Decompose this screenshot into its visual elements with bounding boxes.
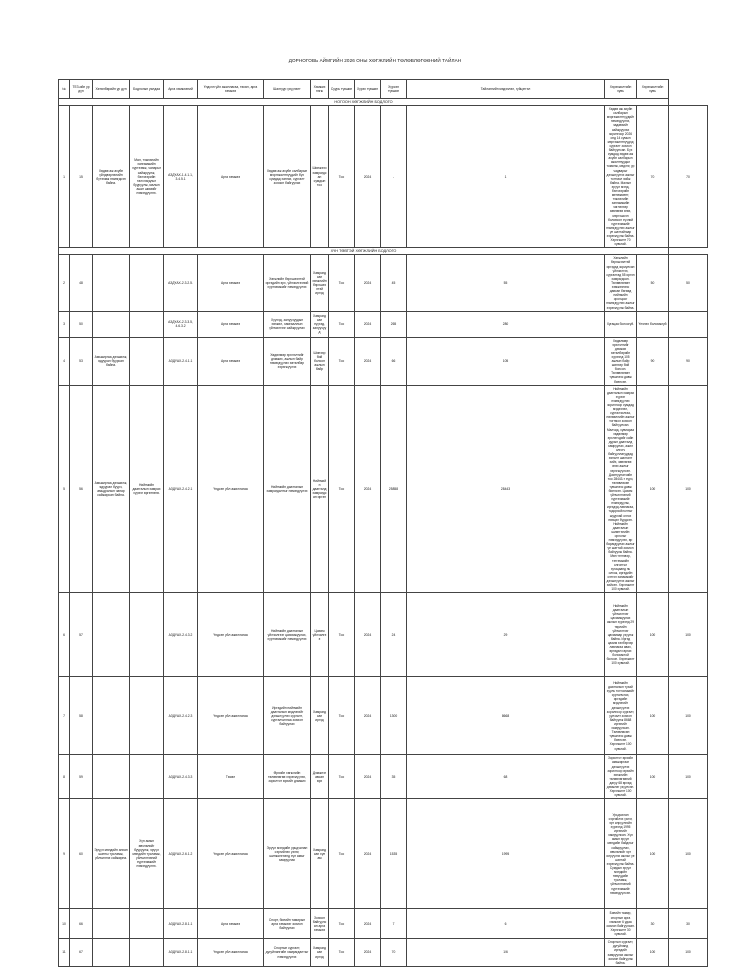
cell-actual: 1995 bbox=[407, 799, 605, 909]
cell-unit: Тоо bbox=[329, 311, 355, 337]
cell-program-result bbox=[130, 337, 164, 385]
cell-base: 2024 bbox=[355, 311, 381, 337]
cell-percent-2: 100 bbox=[669, 593, 708, 677]
cell-percent: 30 bbox=[637, 909, 669, 939]
cell-report: Урьдчилан сэргийлэх үзлэг, эрт илрүүлгийн хүрээнд 1995 иргэнийг хамруулсан. Хүн амын эрүүл мэндийн байдлыг сайжруулах, өвчлөлийг эрт илрүүлэх ажлыг үе шаттай хэрэгжүүлж байна. Сумдын эрүүл мэндийн төвүүдийн тусламж, үйлчилгээний хүртээмжийг нэмэгдүүлсэн. bbox=[605, 799, 637, 909]
cell-type: Арга хэмжээ bbox=[198, 337, 264, 385]
cell-tez: 67 bbox=[70, 939, 93, 967]
cell-policy: АЗДҮАХ-2.6.1.2 bbox=[164, 799, 198, 909]
cell-base: 2024 bbox=[355, 755, 381, 799]
cell-program-result bbox=[130, 677, 164, 755]
cell-percent: 100 bbox=[637, 677, 669, 755]
cell-percent: 100 bbox=[637, 593, 669, 677]
cell-base: 2024 bbox=[355, 799, 381, 909]
header-cell: Хүрэх түвшин bbox=[355, 80, 381, 99]
cell-base: 2024 bbox=[355, 909, 381, 939]
cell-program-result bbox=[130, 311, 164, 337]
cell-program-result: Хүн амын өвчлөлийг бууруулж, эрүүл мэндийн тусламж, үйлчилгээний хүртээмжийг нэмэгдүүлнэ. bbox=[130, 799, 164, 909]
cell-percent: 50 bbox=[637, 255, 669, 311]
cell-percent-2: 70 bbox=[669, 106, 708, 248]
cell-actual: 105 bbox=[407, 337, 605, 385]
cell-tez-result bbox=[93, 677, 130, 755]
cell-tez: 58 bbox=[70, 677, 93, 755]
cell-tez: 56 bbox=[70, 385, 93, 593]
cell-report: Хөдөлмөр эрхлэлтийг дэмжих хөтөлбөрийн хүрээнд 105 ажлын байр шинээр бий болсон. Төлөвлөгөөт түвшнээс давж биелсэн. bbox=[605, 337, 637, 385]
table-row bbox=[59, 799, 708, 909]
cell-type: Үндсэн үйл ажиллагаа bbox=[198, 677, 264, 755]
cell-unit: Тоо bbox=[329, 385, 355, 593]
cell-percent: 70 bbox=[637, 106, 669, 248]
cell-unit: Тоо bbox=[329, 799, 355, 909]
report-table bbox=[58, 79, 708, 967]
cell-type: Үндсэн үйл ажиллагаа bbox=[198, 939, 264, 967]
cell-type: Үндсэн үйл ажиллагаа bbox=[198, 799, 264, 909]
header-cell: № bbox=[59, 80, 70, 99]
cell-actual: 1 bbox=[407, 106, 605, 248]
cell-no: 9 bbox=[59, 799, 70, 909]
cell-activity: Хүүхэд, залуучуудын хөгжил, хамгааллын үйлчилгээг сайжруулах bbox=[264, 311, 311, 337]
header-cell: Суурь түвшин bbox=[329, 80, 355, 99]
header-cell: Хэрэгжилтийн хувь bbox=[637, 80, 669, 99]
table-row bbox=[59, 755, 708, 799]
cell-actual: 8668 bbox=[407, 677, 605, 755]
cell-base: 2024 bbox=[355, 385, 381, 593]
cell-tez: 15 bbox=[70, 106, 93, 248]
cell-actual: 68 bbox=[407, 755, 605, 799]
cell-indicator: Хамрагдсан хүүхэд, залуучууд bbox=[311, 311, 329, 337]
cell-tez: 66 bbox=[70, 909, 93, 939]
cell-unit: Тоо bbox=[329, 755, 355, 799]
cell-actual: 29 bbox=[407, 593, 605, 677]
cell-tez: 60 bbox=[70, 799, 93, 909]
cell-tez-result: Эрүүл мэндийн анхан шатны тусламж, үйлчилгээ сайжирна. bbox=[93, 799, 130, 909]
section-heading: НОГООН ХӨГЖЛИЙН БОДЛОГО bbox=[59, 99, 669, 106]
table-row bbox=[59, 939, 708, 967]
cell-policy: АЗДҮАХ-2.4.3.2 bbox=[164, 593, 198, 677]
cell-type: Төсөл bbox=[198, 755, 264, 799]
cell-tez: 48 bbox=[70, 255, 93, 311]
header-cell: Үндсэн үйл ажиллагаа, төсөл, арга хэмжээ bbox=[198, 80, 264, 99]
cell-base: 2024 bbox=[355, 677, 381, 755]
cell-target: 1535 bbox=[381, 799, 407, 909]
cell-policy: АЗДҮАХ-2.4.3.3 bbox=[164, 755, 198, 799]
table-row bbox=[59, 677, 708, 755]
cell-no: 4 bbox=[59, 337, 70, 385]
cell-no: 10 bbox=[59, 909, 70, 939]
cell-base: 2024 bbox=[355, 939, 381, 967]
header-cell: Хэрэгжилтийн хувь bbox=[605, 80, 637, 99]
cell-percent-2: 50 bbox=[669, 255, 708, 311]
cell-base: 2024 bbox=[355, 106, 381, 248]
cell-report: Хөгжлийн бэрхшээлтэй иргэдэд зориулсан үйлчилгээ, сургалтад 55 иргэн хамрагдсан. Төлөвлөгөөт хэмжээнээс давсан бөгөөд нийгмийн оролцоог нэмэгдүүлэх ажлыг хэрэгжүүлж байна. bbox=[606, 256, 635, 310]
cell-target: 66 bbox=[381, 337, 407, 385]
cell-tez: 59 bbox=[70, 755, 93, 799]
cell-policy: АЗДҮАХ-2.3.2.5. bbox=[164, 255, 198, 311]
table-row bbox=[59, 337, 708, 385]
cell-target: 24 bbox=[381, 593, 407, 677]
cell-program-result bbox=[130, 593, 164, 677]
cell-no: 1 bbox=[59, 106, 70, 248]
cell-activity: Нийгмийн даатгалын хамрагдалтыг нэмэгдүүлэх bbox=[264, 385, 311, 593]
cell-type: Арга хэмжээ bbox=[198, 106, 264, 248]
cell-actual: 6 bbox=[407, 909, 605, 939]
cell-tez-result: Хөдөө аж ахуйн үйлдвэрлэлийн бүтээмж нэмэгдсэн байна. bbox=[93, 106, 130, 248]
table-row bbox=[59, 106, 708, 248]
table-row bbox=[59, 255, 708, 311]
cell-no: 6 bbox=[59, 593, 70, 677]
cell-tez: 57 bbox=[70, 593, 93, 677]
cell-activity: Нийгмийн даатгалын үйлчилгээг цахимжуулах, хүртээмжийг нэмэгдүүлэх bbox=[264, 593, 311, 677]
cell-policy: АЗДҮАХ-2.8.1.1 bbox=[164, 909, 198, 939]
cell-no: 11 bbox=[59, 939, 70, 967]
cell-tez-result: Амьжиргаа дээшилж, ядуурал буурч, амьдралын чанар сайжирсан байна. bbox=[93, 385, 130, 593]
cell-base: 2024 bbox=[355, 593, 381, 677]
cell-percent-2: 100 bbox=[669, 677, 708, 755]
table-row bbox=[59, 385, 708, 593]
cell-actual: 28443 bbox=[407, 385, 605, 593]
cell-base: 2024 bbox=[355, 255, 381, 311]
cell-activity: Хөдөө аж ахуйн салбарын мэргэжилтнүүдийг бүх сумдад хангах, сургалт зохион байгуулах bbox=[264, 106, 311, 248]
cell-base: 2024 bbox=[355, 337, 381, 385]
cell-actual: 55 bbox=[407, 255, 605, 311]
cell-unit: Тоо bbox=[329, 939, 355, 967]
header-cell: Бодлогын уялдаа bbox=[130, 80, 164, 99]
cell-target: 265 bbox=[381, 311, 407, 337]
cell-report: Хугацаа болоогүй. bbox=[605, 311, 637, 337]
cell-activity: Спортын сургалт, дугуйлангийн хамрагдалтыг нэмэгдүүлэх bbox=[264, 939, 311, 967]
cell-percent-2: 100 bbox=[669, 385, 708, 593]
cell-report: Зорилтот өрхийн амьжиргааг дээшлүүлэх зорилгоор өрхийн хөгжлийн төлөвлөгөөний дагуу 68 өрхөд дэмжлэг үзүүлсэн. Хэрэгжилт 100 хувьтай. bbox=[605, 755, 637, 799]
cell-target: - bbox=[381, 106, 407, 248]
cell-percent-2: 30 bbox=[669, 909, 708, 939]
header-cell: Хэмжих нэгж bbox=[311, 80, 329, 99]
cell-unit: Тоо bbox=[329, 337, 355, 385]
header-cell: Тайлангийн мэдээлэл, гүйцэтгэл bbox=[407, 80, 605, 99]
cell-percent-2: 100 bbox=[669, 939, 708, 967]
cell-tez-result bbox=[93, 593, 130, 677]
header-cell: Шалгуур үзүүлэлт bbox=[264, 80, 311, 99]
cell-program-result bbox=[130, 755, 164, 799]
cell-tez-result: Амьжиргаа дээшилж, ядуурал буурсан байна. bbox=[93, 337, 130, 385]
cell-percent: 90 bbox=[637, 337, 669, 385]
cell-percent-2: 100 bbox=[669, 799, 708, 909]
cell-program-result bbox=[130, 939, 164, 967]
cell-indicator: Зохион байгуулсан арга хэмжээ bbox=[311, 909, 329, 939]
cell-unit: Тоо bbox=[329, 106, 355, 248]
cell-activity: Эрүүл мэндийн урьдчилан сэргийлэх үзлэг, шинжилгээнд хүн амыг хамруулах bbox=[264, 799, 311, 909]
cell-report: Нийгмийн даатгалын хамрах хүрээг нэмэгдүүлэх зорилгоор сумдад мэдээлэл, сурталчилгаа, нөлөөллийн ажлыг тогтмол зохион байгуулсан. Малчид, хувиараа хөдөлмөр эрхлэгчдийг сайн дурын даатгалд хамруулах, ажил олгогч байгууллагуудад хяналт шалгалт хийх, зөвлөгөө өгөх ажлыг хэрэгжүүлсэн. Даатгуулагчийн тоо 28443-т хүрч, төлөвлөсөн түвшнээс давж биелсэн. Цахим үйлчилгээний хүртээмжийг нэмэгдүүлж, иргэдэд лавлагаа, тодорхойлолтыг шуурхай олгох нөхцөл бүрдсэн. Нийгмийн даатгалын шимтгэлийн орлогыг нэмэгдүүлэх, өр барагдуулах ажлыг үе шаттай зохион байгуулж байна. Мөн тэтгэвэр, тэтгэмжийн олголтыг хугацаанд нь олгож, иргэдийн сэтгэл ханамжийг дээшлүүлэх ажлыг хийсэн. Хэрэгжилт 100 хувьтай. bbox=[606, 386, 635, 592]
table-row bbox=[59, 593, 708, 677]
cell-indicator: Хамрагдсан иргэд bbox=[311, 677, 329, 755]
cell-report: Биеийн тамир, спортын арга хэмжээг 6 удаа зохион байгуулсан. Хэрэгжилт 30 хувьтай. bbox=[605, 909, 637, 939]
cell-indicator: Хамрагдсан иргэд bbox=[311, 939, 329, 967]
cell-policy: АЗДҮАХ-2.4.2.3 bbox=[164, 677, 198, 755]
cell-percent-2: 100 bbox=[669, 755, 708, 799]
header-cell: Арга хэмжээний bbox=[164, 80, 198, 99]
header-cell: ТЕЗ-ийн ур дүн bbox=[70, 80, 93, 99]
cell-unit: Тоо bbox=[329, 593, 355, 677]
section-heading: ХҮН ТӨВТЭЙ ХӨГЖЛИЙН БОДЛОГО bbox=[59, 248, 669, 255]
cell-percent: 100 bbox=[637, 799, 669, 909]
cell-actual: 280 bbox=[407, 311, 605, 337]
header-cell: Хүрсэн түвшин bbox=[381, 80, 407, 99]
cell-target: 70 bbox=[381, 939, 407, 967]
cell-percent-2 bbox=[669, 311, 708, 337]
cell-policy: АЗДҮАХ-2.3.3.5, 4.6.3.2 bbox=[164, 311, 198, 337]
cell-tez-result bbox=[93, 311, 130, 337]
cell-tez: 53 bbox=[70, 337, 93, 385]
cell-unit: Тоо bbox=[329, 677, 355, 755]
cell-report: Спортын сургалт, дугуйланд иргэдийг хамруулах ажлыг зохион байгуулж байна. bbox=[605, 939, 637, 967]
cell-program-result bbox=[130, 909, 164, 939]
cell-activity: Өрхийн хөгжлийн төлөвлөгөө хэрэгжүүлэх, зорилтот өрхийг дэмжих bbox=[264, 755, 311, 799]
cell-percent-2: 90 bbox=[669, 337, 708, 385]
cell-policy: АЗДҮАХ-1.4.1.1, 3.4.5.1 bbox=[164, 106, 198, 248]
cell-target: 45 bbox=[381, 255, 407, 311]
table-row bbox=[59, 311, 708, 337]
cell-activity: Хөгжлийн бэрхшээлтэй иргэдийн эрх, үйлчилгээний хүртээмжийг нэмэгдүүлэх bbox=[264, 255, 311, 311]
cell-tez: 50 bbox=[70, 311, 93, 337]
cell-program-result: Нийгмийн даатгалын хамрах хүрээг өргөтгөнө. bbox=[130, 385, 164, 593]
cell-type: Арга хэмжээ bbox=[198, 255, 264, 311]
cell-activity: Хөдөлмөр эрхлэлтийг дэмжих, ажлын байр нэмэгдүүлэх хөтөлбөр хэрэгжүүлэх bbox=[264, 337, 311, 385]
cell-target: 7 bbox=[381, 909, 407, 939]
cell-no: 2 bbox=[59, 255, 70, 311]
header-cell: Хөтөлбөрийн ур дүн bbox=[93, 80, 130, 99]
cell-no: 8 bbox=[59, 755, 70, 799]
header-row bbox=[59, 80, 708, 99]
cell-type: Үндсэн үйл ажиллагаа bbox=[198, 385, 264, 593]
cell-unit: Тоо bbox=[329, 255, 355, 311]
cell-program-result bbox=[130, 255, 164, 311]
cell-indicator: Цахим үйлчилгээ bbox=[311, 593, 329, 677]
cell-target: 1300 bbox=[381, 677, 407, 755]
cell-policy: АЗДҮАХ-2.4.1.1 bbox=[164, 337, 198, 385]
cell-activity: Спорт, биеийн тамирын арга хэмжээг зохион байгуулах bbox=[264, 909, 311, 939]
cell-percent: 100 bbox=[637, 939, 669, 967]
document-title: ДОРНОГОВЬ АЙМГИЙН 2026 ОНЫ ХӨГЖЛИЙН ТӨЛӨВЛӨГӨӨНИЙ ТАЙЛАН bbox=[288, 58, 462, 63]
cell-program-result: Мал, тэжээлийн хангамжийн хүртээмж, чанарыг сайжруулж, бэлчээрийн талхлагдлыг бууруулж, малын ашиг шимийг нэмэгдүүлнэ. bbox=[130, 106, 164, 248]
cell-report: Хөдөө аж ахуйн салбарын мэргэжилтнүүдийг нэмэгдүүлэх, чадавхийг сайжруулах зорилгоор 2026 онд 14 сумын мэргэжилтнүүдэд сургалт зохион байгуулсан. Бүх сумдад хөдөө аж ахуйн салбарын ажилтнуудыг томилж, мэдлэг, ур чадварыг дээшлүүлэх ажлыг тогтмол хийж байна. Малын эрүүл мэнд, бэлчээрийн менежмент, тэжээлийн хангамжийн чиглэлээр зөвлөгөө өгөх, мэргэшсэн боловсон хүчний хүртээмжийг нэмэгдүүлэх ажлыг үе шаттайгаар хэрэгжүүлж байна. Хэрэгжилт 70 хувьтай. bbox=[606, 107, 635, 247]
cell-tez-result bbox=[93, 939, 130, 967]
cell-indicator: Хамрагдсан хөгжлийн бэрхшээлтэй иргэд bbox=[311, 255, 329, 311]
cell-type: Үндсэн үйл ажиллагаа bbox=[198, 593, 264, 677]
cell-type: Арга хэмжээ bbox=[198, 909, 264, 939]
cell-indicator: Хамрагдсан хүн ам bbox=[311, 799, 329, 909]
cell-indicator: Нийгмийн даатгалд хамрагдсан иргэн bbox=[311, 385, 329, 593]
cell-target: 35 bbox=[381, 755, 407, 799]
cell-percent: 100 bbox=[637, 755, 669, 799]
cell-target: 25858 bbox=[381, 385, 407, 593]
cell-actual: 1/6 bbox=[407, 939, 605, 967]
cell-tez-result bbox=[93, 755, 130, 799]
cell-indicator: Шинээр бий болсон ажлын байр bbox=[311, 337, 329, 385]
cell-activity: Иргэдийн нийгмийн даатгалын мэдлэгийг дээшлүүлэх сургалт, сурталчилгаа зохион байгуулах bbox=[264, 677, 311, 755]
table-row bbox=[59, 909, 708, 939]
cell-tez-result bbox=[93, 255, 130, 311]
cell-no: 7 bbox=[59, 677, 70, 755]
cell-unit: Тоо bbox=[329, 909, 355, 939]
cell-policy: АЗДҮАХ-2.4.2.1 bbox=[164, 385, 198, 593]
cell-type: Арга хэмжээ bbox=[198, 311, 264, 337]
cell-tez-result bbox=[93, 909, 130, 939]
cell-percent: 100 bbox=[637, 385, 669, 593]
cell-indicator: Шинжээч хамрагдсан сумдын тоо bbox=[311, 106, 329, 248]
cell-policy: АЗДҮАХ-2.8.1.1 bbox=[164, 939, 198, 967]
cell-no: 5 bbox=[59, 385, 70, 593]
cell-report: Нийгмийн даатгалын үйлчилгээг цахимжуулах ажлын хүрээнд 29 төрлийн үйлчилгээг цахимаар үзүүлж байна. Иргэд цахим хэлбэрээр лавлагаа авах, өргөдөл гаргах боломжтой болсон. Хэрэгжилт 100 хувьтай. bbox=[605, 593, 637, 677]
cell-indicator: Дэмжлэг авсан өрх bbox=[311, 755, 329, 799]
cell-report: Нийгмийн даатгалын тухай хууль тогтоомжийг сурталчлах, иргэдийн мэдлэгийг дээшлүүлэх зорилгоор сургалт, уулзалт зохион байгуулж 8668 иргэнийг хамруулсан. Төлөвлөсөн түвшнээс давж биелсэн. Хэрэгжилт 100 хувьтай. bbox=[605, 677, 637, 755]
cell-no: 3 bbox=[59, 311, 70, 337]
cell-percent: Үнэлэх боломжгүй bbox=[637, 311, 669, 337]
